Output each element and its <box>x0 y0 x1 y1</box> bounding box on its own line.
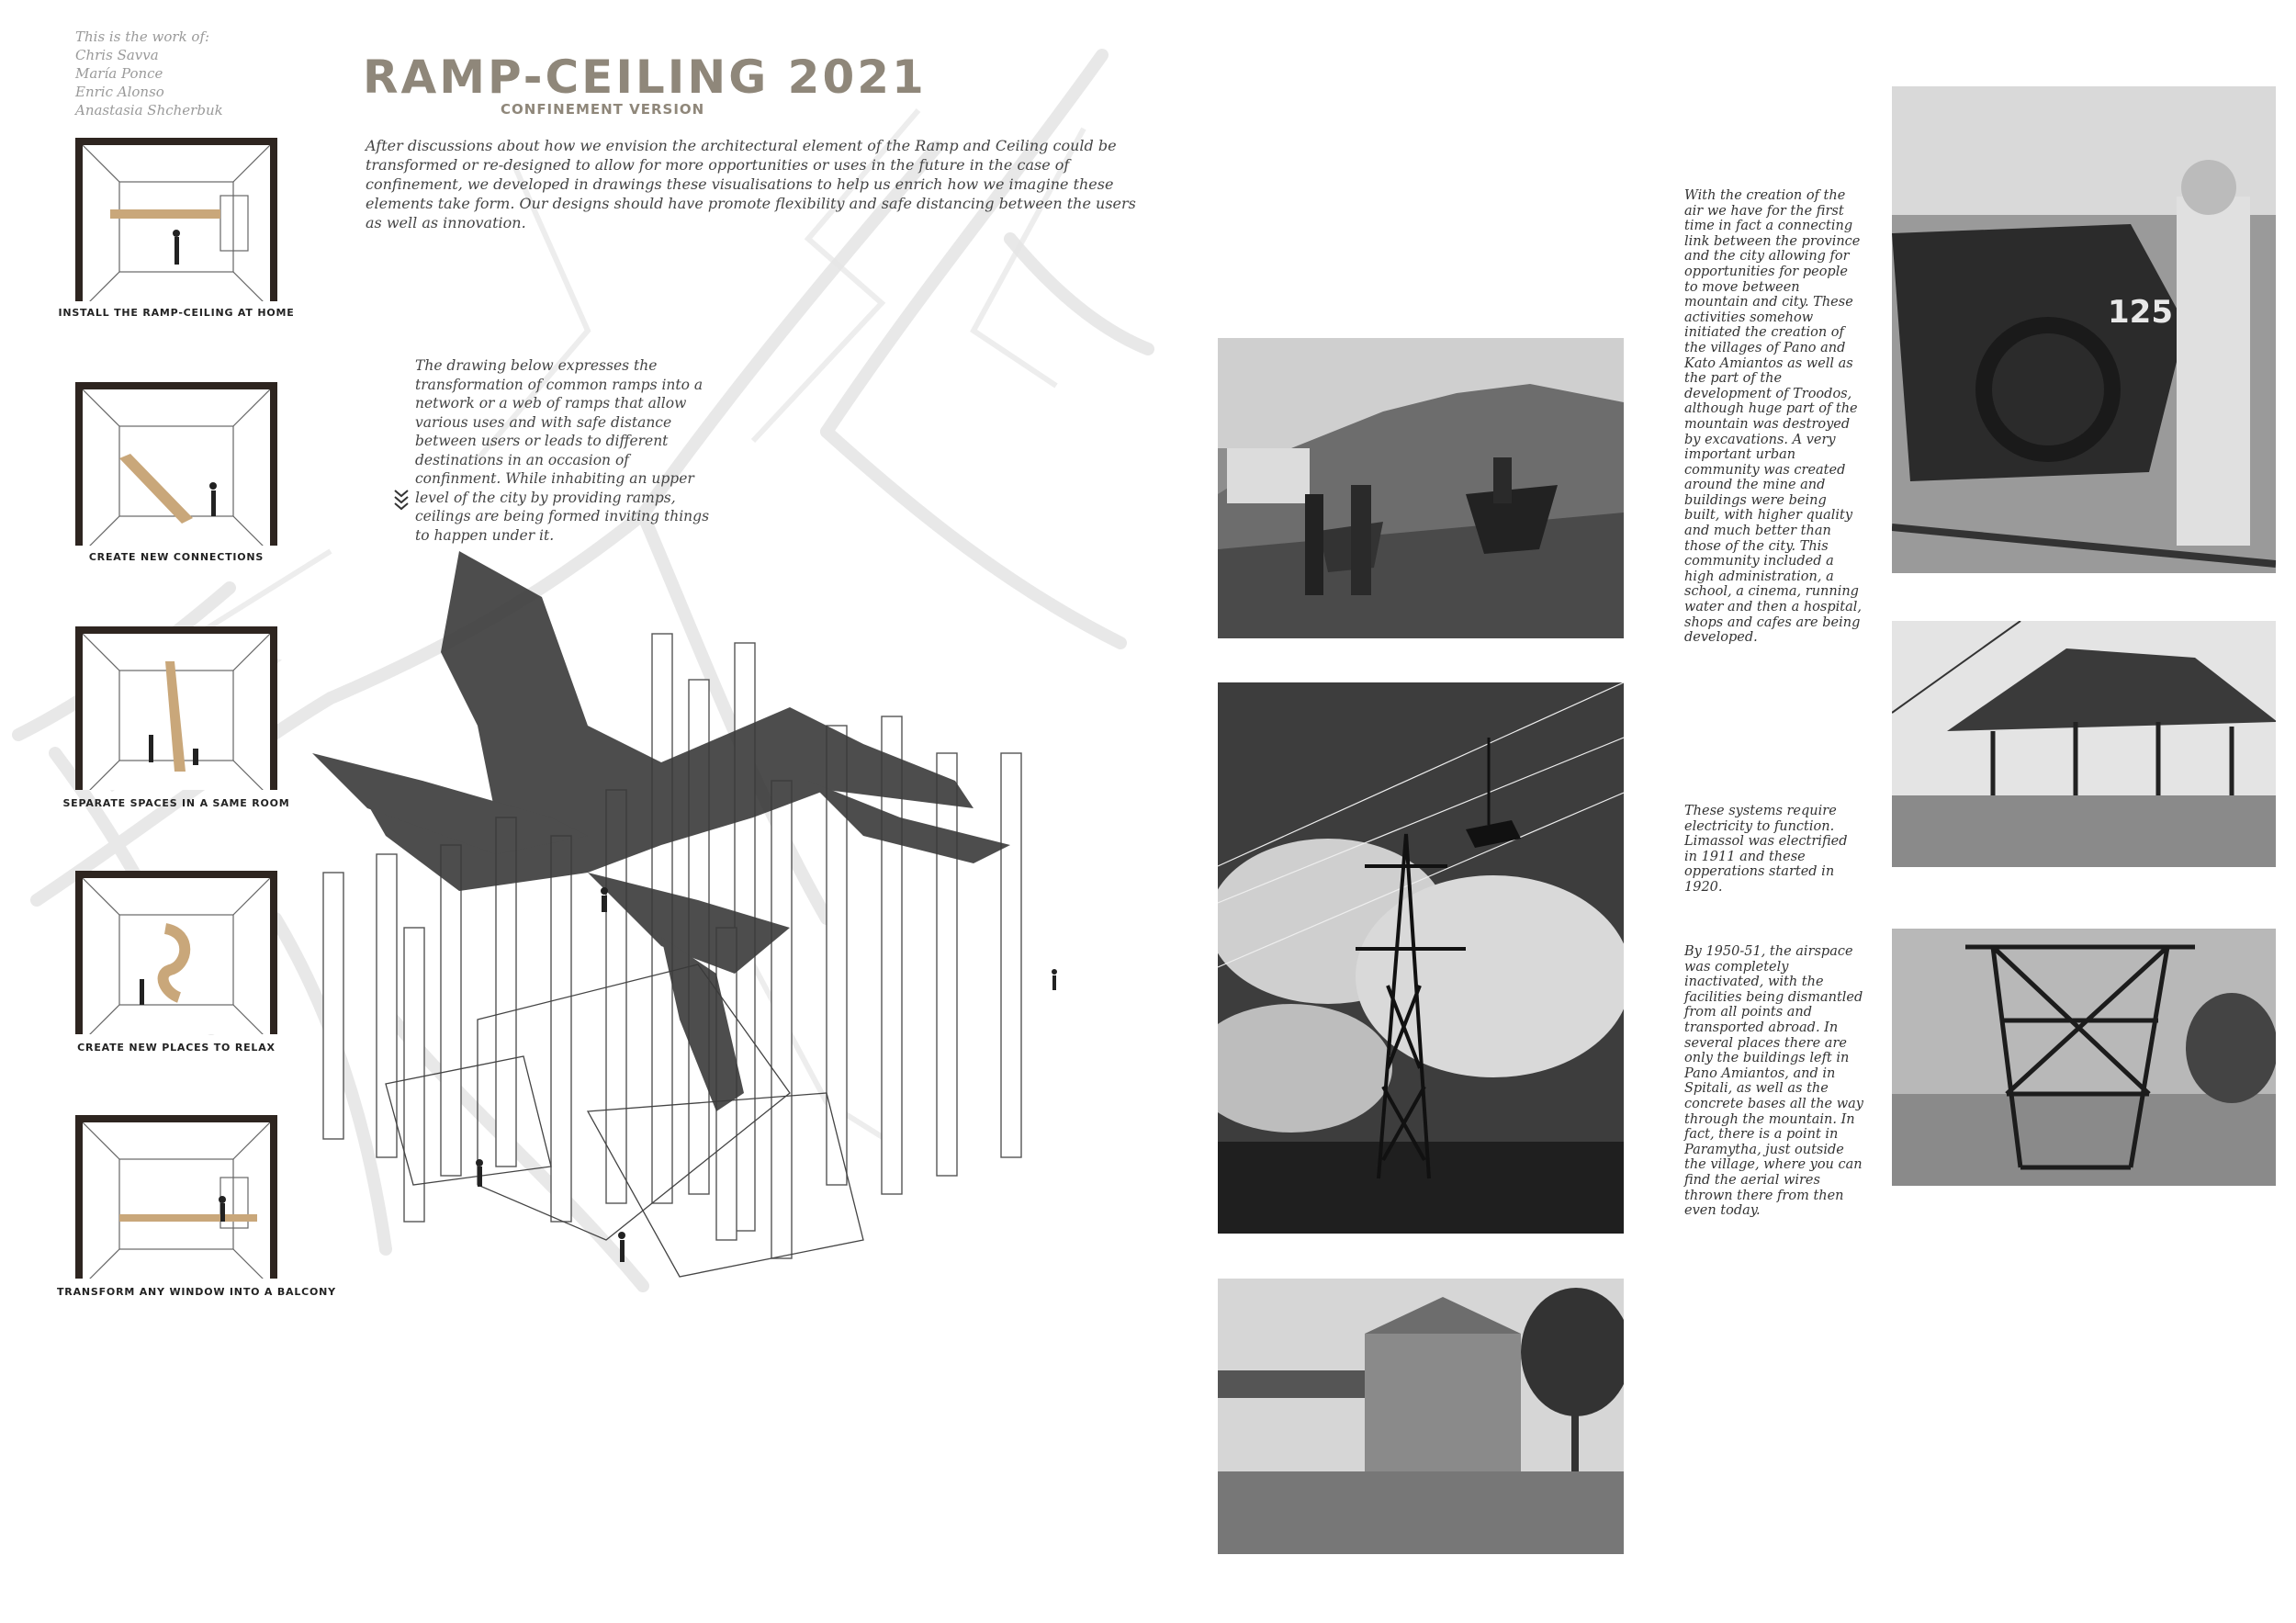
authors-heading: This is the work of: <box>75 28 210 45</box>
room-caption: CREATE NEW PLACES TO RELAX <box>77 1042 276 1054</box>
history-text-2: These systems require electricity to function. Limassol was electrified in 1911 and these opperations started in 1920. <box>1684 804 1848 895</box>
history-text-3: By 1950-51, the airspace was completely inactivated, with the facilities being dismantled from all points and transported abroad. In several places there are only the buildings left in Pano Amiantos, and in Spitali, as well as the concrete bases all the way through the mountain. In fact, there is a point in Paramytha, just outside the village, where you can find the aerial wires thrown there from then even today. <box>1684 944 1863 1219</box>
wagon-number: 125 <box>2108 294 2173 331</box>
room-vignette <box>75 138 277 301</box>
room-vignette <box>75 871 277 1034</box>
room-vignette <box>75 382 277 546</box>
page-title: RAMP-CEILING 2021 <box>363 51 927 104</box>
room-caption: SEPARATE SPACES IN A SAME ROOM <box>62 797 290 809</box>
ramp-network-drawing <box>312 542 1139 1304</box>
chevron-down-icon <box>393 489 410 513</box>
cable-tower-photo <box>1218 682 1624 1234</box>
authors-credit <box>75 28 223 119</box>
author-name: Anastasia Shcherbuk <box>75 102 223 118</box>
room-caption: INSTALL THE RAMP-CEILING AT HOME <box>58 307 295 319</box>
miner-wagon-photo <box>1892 86 2276 573</box>
author-name: María Ponce <box>75 65 163 82</box>
history-text-1: With the creation of the air we have for the first time in fact a connecting link between the province and the city allowing for opportunities for people to move between mountain and city. These activities somehow initiated the creation of the villages of Pano and Kato Amiantos as well as the part of the development of Troodos, although huge part of the mountain was destroyed by excavations. A very important urban community was created around the mine and buildings were being built, with higher quality and much better than those of the city. This community included a high administration, a school, a cinema, running water and then a hospital, shops and cafes are being developed. <box>1684 188 1862 646</box>
tower-base-photo <box>1892 929 2276 1186</box>
page-subtitle: CONFINEMENT VERSION <box>501 101 705 118</box>
author-name: Chris Savva <box>75 47 159 63</box>
station-shed-photo <box>1892 621 2276 867</box>
room-vignette <box>75 1115 277 1279</box>
room-vignette <box>75 626 277 790</box>
room-caption: CREATE NEW CONNECTIONS <box>88 551 264 563</box>
room-caption: TRANSFORM ANY WINDOW INTO A BALCONY <box>57 1286 336 1298</box>
loading-station-photo <box>1218 1279 1624 1554</box>
intro-paragraph: After discussions about how we envision the architectural element of the Ramp and Ceiling could be transformed or re-designed to allow for more opportunities or uses in the future in the case of confinement, we developed in drawings these visualisations to help us enrich how we imagine these elements take form. Our designs should have promote flexibility and safe distancing between the users as well as innovation. <box>366 137 1136 231</box>
drawing-description: The drawing below expresses the transformation of common ramps into a network or a web of ramps that allow various uses and with safe distance between users or leads to different destinations in an occasion of confinment. While inhabiting an upper level of the city by providing ramps, ceilings are being formed inviting things to happen under it. <box>415 357 710 544</box>
author-name: Enric Alonso <box>75 84 164 100</box>
mining-carts-photo <box>1218 338 1624 638</box>
